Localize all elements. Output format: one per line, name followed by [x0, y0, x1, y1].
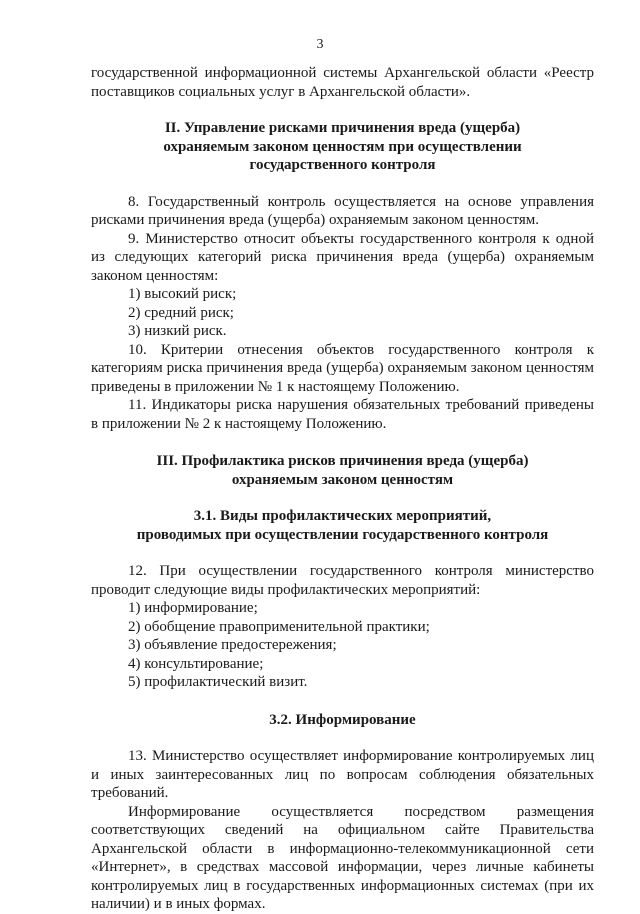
list-item: 4) консультирование; [128, 655, 264, 672]
paragraph-13: 13. Министерство осуществляет информирование контролируемых лиц и иных заинтересованных лиц по вопросам соблюдения обязательных требований. [91, 748, 594, 801]
list-item: 1) информирование; [128, 600, 258, 616]
paragraph-11: 11. Индикаторы риска нарушения обязательных требований приведены в приложении № 2 к настоящему Положению. [91, 397, 594, 432]
heading-line: государственного контроля [249, 157, 436, 173]
paragraph-10: 10. Критерии отнесения объектов государственного контроля к категориям риска причинения вреда (ущерба) охраняемым законом ценностям приведены в приложении № 1 к настоящему Положению. [91, 341, 594, 395]
list-item: 1) высокий риск; [128, 286, 237, 302]
list-item: 3) объявление предостережения; [128, 637, 337, 653]
paragraph-8: 8. Государственный контроль осуществляется на основе управления рисками причинения вреда (ущерба) охраняемым законом ценностям. [91, 193, 594, 228]
list-item: 2) обобщение правоприменительной практики; [128, 618, 430, 635]
list-item: 5) профилактический визит. [128, 674, 308, 690]
heading-line: проводимых при осуществлении государственного контроля [136, 526, 549, 543]
page-number: 3 [316, 37, 324, 52]
list-item: 3) низкий риск. [128, 323, 227, 339]
heading-line: 3.1. Виды профилактических мероприятий, [193, 508, 492, 524]
paragraph-12: 12. При осуществлении государственного контроля министерство проводит следующие виды профилактических мероприятий: [91, 563, 594, 598]
subsection-3-1-heading [91, 507, 594, 544]
heading-line: охраняемым законом ценностям [231, 471, 454, 488]
paragraph-13-continued: Информирование осуществляется посредством размещения соответствующих сведений на официальном сайте Правительства Архангельской области в информационно-телекоммуникационной сети «Интернет», в средствах массовой информации, через личные кабинеты контролируемых лиц в государственных информационных системах (при их наличии) и в иных формах. [91, 803, 594, 912]
paragraph-9: 9. Министерство относит объекты государственного контроля к одной из следующих категорий риска причинения вреда (ущерба) охраняемым законом ценностям: [91, 230, 594, 284]
heading-line: охраняемым законом ценностям при осуществлении [163, 138, 522, 155]
list-item: 2) средний риск; [128, 304, 234, 321]
document-body [91, 64, 594, 914]
section-2-heading [91, 119, 594, 175]
heading-line: II. Управление рисками причинения вреда (ущерба) [164, 120, 521, 136]
heading-line: III. Профилактика рисков причинения вреда (ущерба) [156, 453, 529, 469]
section-3-heading [91, 452, 594, 489]
intro-paragraph: государственной информационной системы Архангельской области «Реестр поставщиков социальных услуг в Архангельской области». [91, 65, 594, 100]
subsection-3-2-heading: 3.2. Информирование [269, 711, 416, 728]
